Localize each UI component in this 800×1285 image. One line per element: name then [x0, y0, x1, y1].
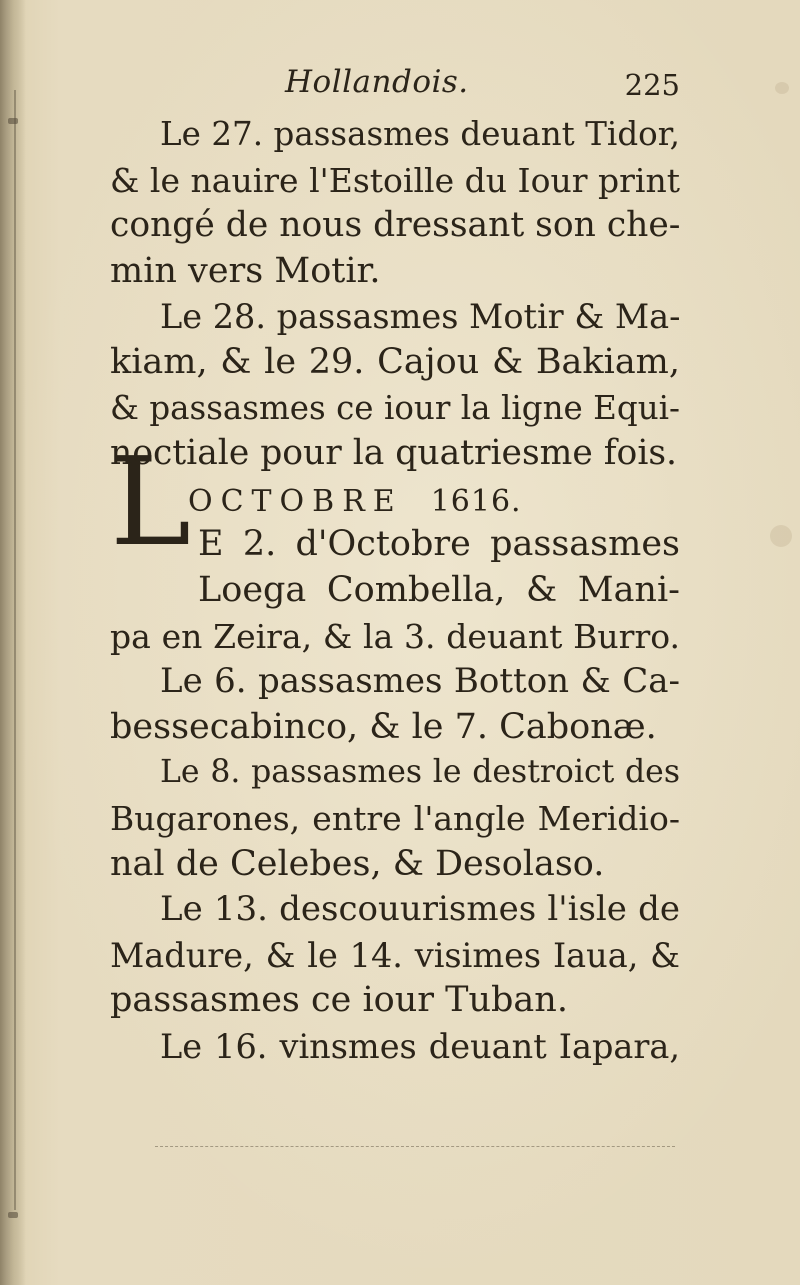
running-head: Hollandois.	[285, 64, 469, 100]
text-line: Le 16. vinsmes deuant Iapara,	[160, 1026, 680, 1066]
text-line: nal de Celebes, & Desolaso.	[110, 843, 605, 884]
text-line: Loega Combella, & Mani-	[198, 569, 680, 610]
page-number: 225	[624, 68, 680, 102]
month-year: 1616.	[430, 483, 522, 519]
binding-mark	[8, 118, 18, 124]
text-line: E 2. d'Octobre passasmes	[198, 524, 680, 565]
text-line: Le 6. passasmes Botton & Ca-	[160, 661, 680, 702]
ink-stain	[770, 525, 792, 547]
drop-cap: L	[110, 431, 192, 573]
text-line: passasmes ce iour Tuban.	[110, 980, 568, 1021]
month-heading	[110, 477, 680, 523]
page-header	[110, 64, 680, 108]
month-name: OCTOBRE	[188, 483, 403, 519]
text-line: Le 13. descouurismes l'isle de	[160, 889, 680, 930]
text-line: & le nauire l'Estoille du Iour print	[110, 160, 680, 200]
binding-mark	[8, 1212, 18, 1218]
text-line: kiam, & le 29. Cajou & Bakiam,	[110, 341, 680, 382]
text-line: & passasmes ce iour la ligne Equi-	[110, 388, 680, 427]
text-line: Bugarones, entre l'angle Meridio-	[110, 798, 680, 838]
page-gutter	[0, 0, 26, 1285]
text-line: congé de nous dressant son che-	[110, 205, 681, 246]
text-line: noctiale pour la quatriesme fois.	[110, 433, 678, 474]
text-line: Madure, & le 14. visimes Iaua, &	[110, 935, 680, 975]
text-line: Le 8. passasmes le destroict des	[160, 754, 680, 791]
text-line: pa en Zeira, & la 3. deuant Burro.	[110, 616, 680, 656]
text-block	[110, 112, 680, 1069]
text-line: bessecabinco, & le 7. Cabonæ.	[110, 706, 657, 747]
binding-line	[14, 90, 16, 1210]
text-line: Le 27. passasmes deuant Tidor,	[160, 115, 680, 153]
ink-stain	[775, 82, 789, 94]
show-through-line	[155, 1138, 675, 1147]
text-line: Le 28. passasmes Motir & Ma-	[160, 297, 681, 337]
text-line: min vers Motir.	[110, 250, 381, 291]
